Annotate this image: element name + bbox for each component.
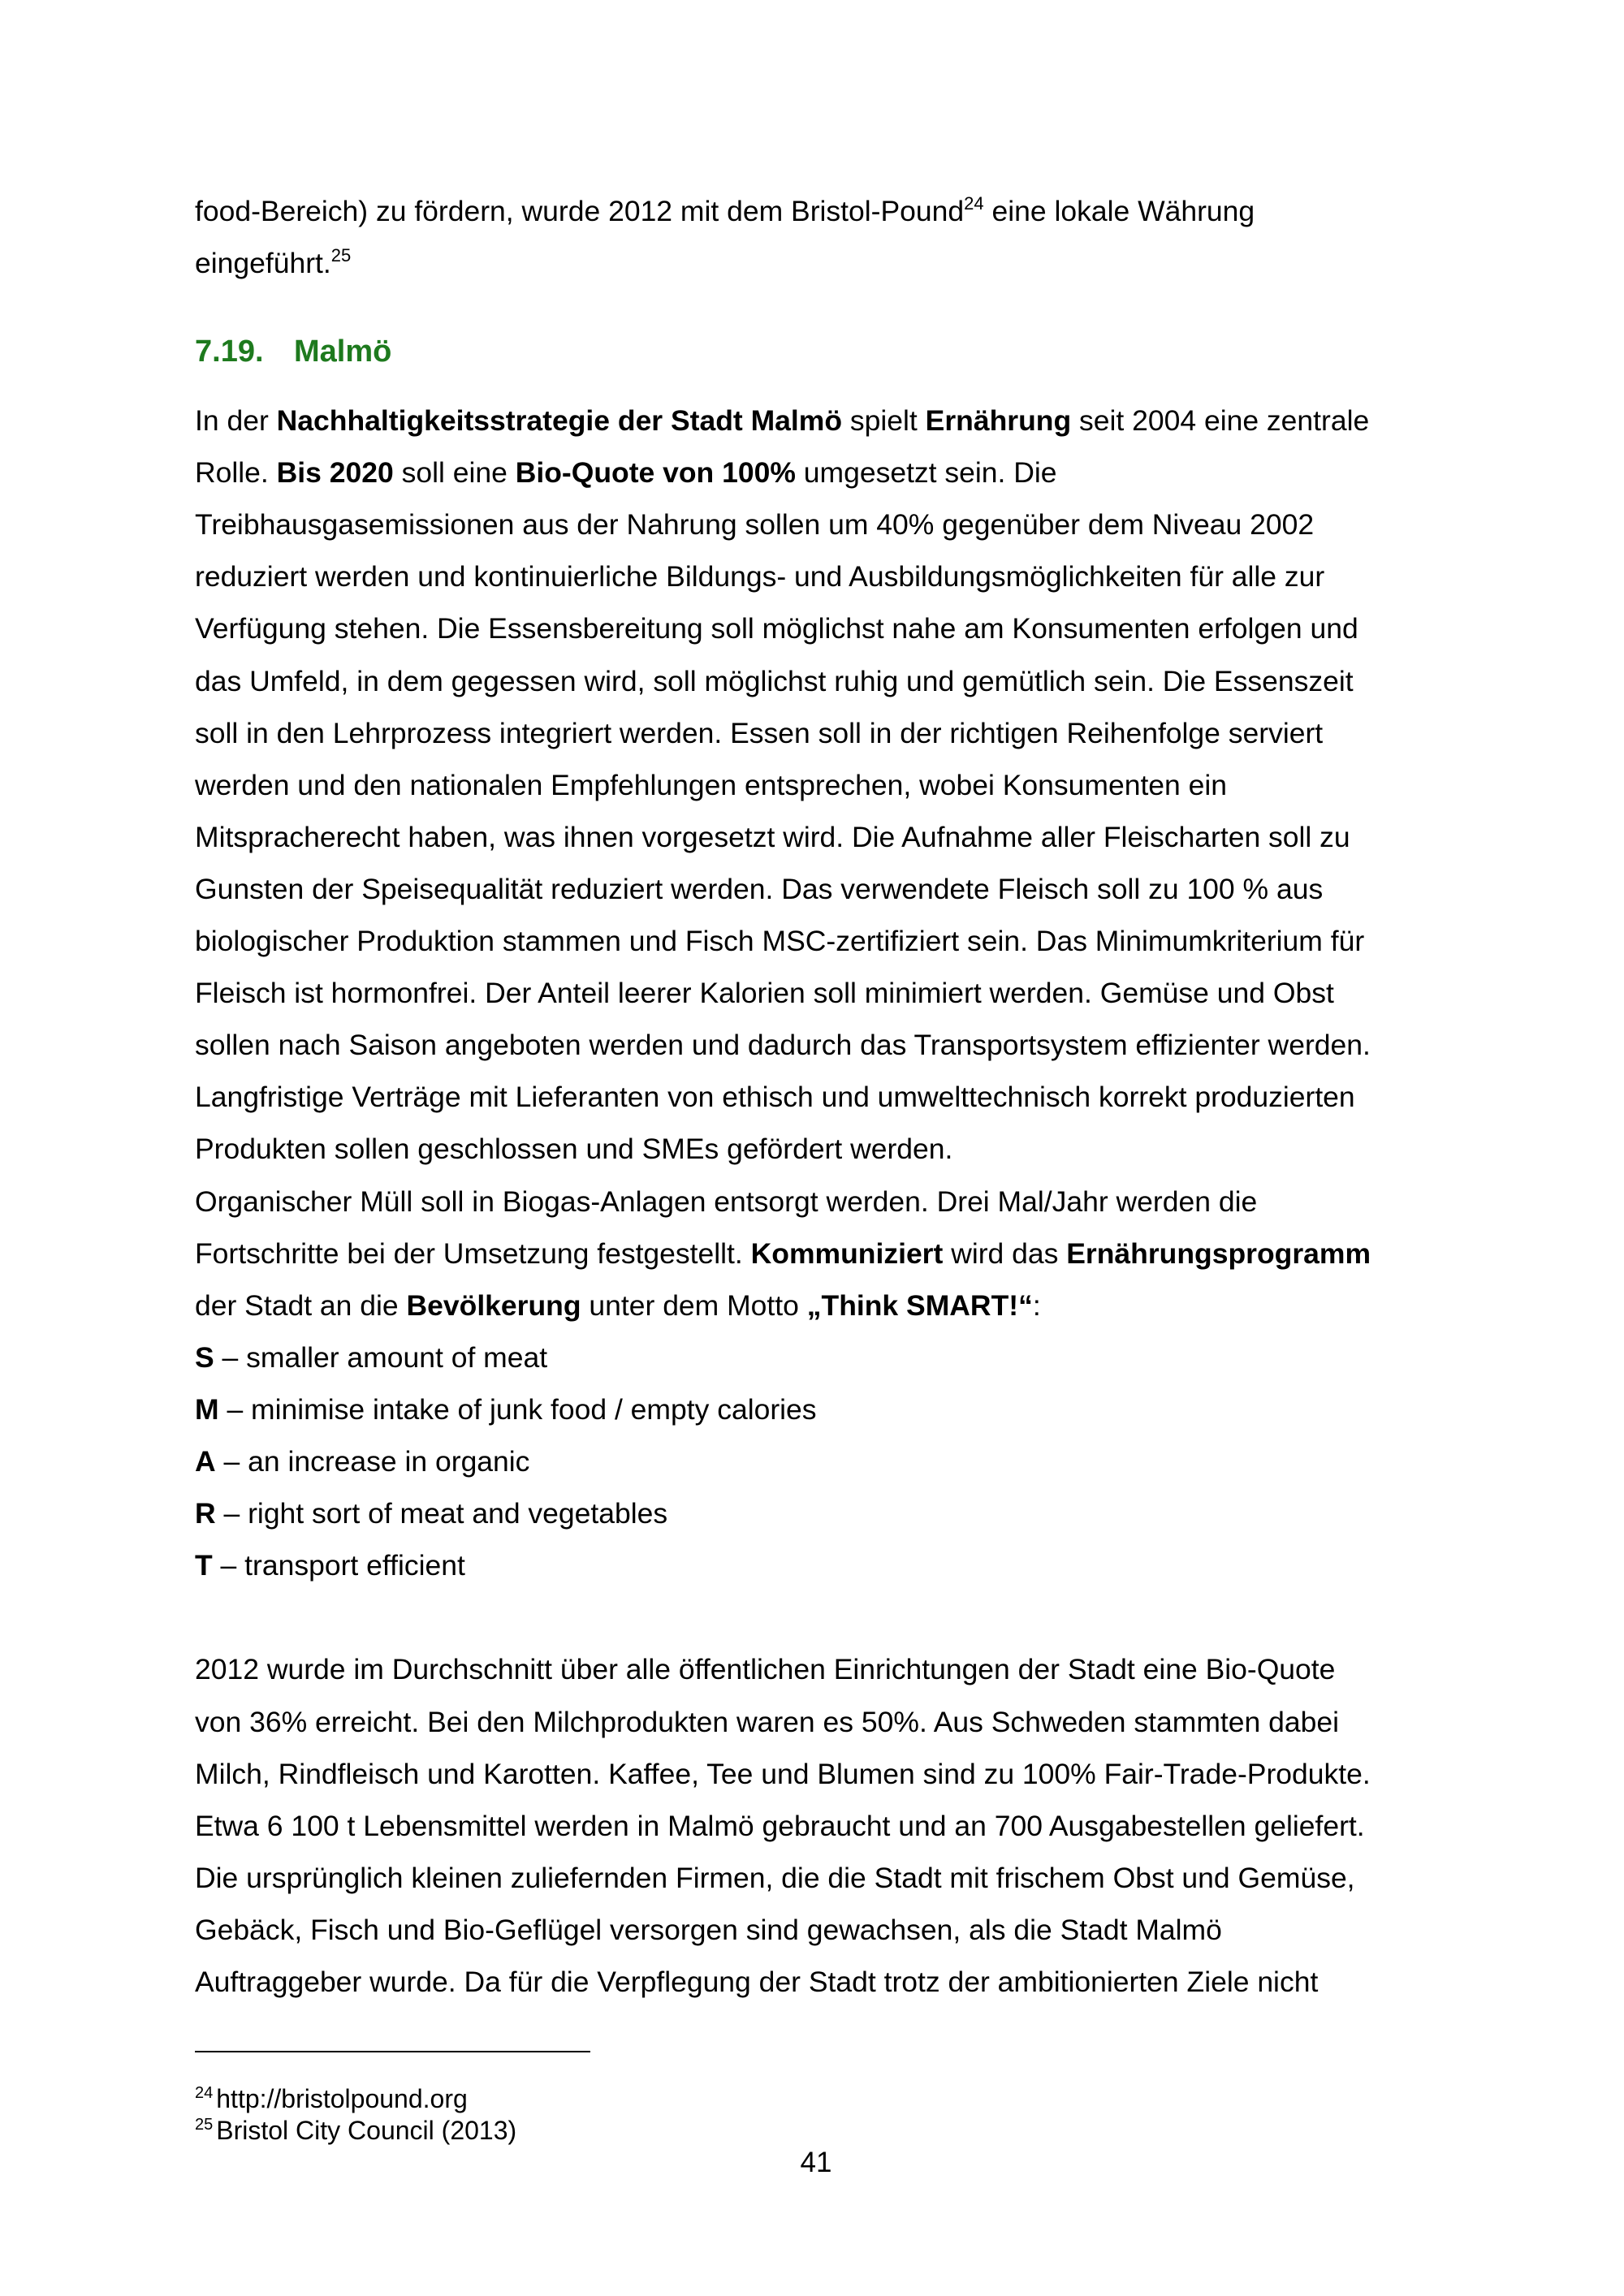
text-segment: – an increase in organic xyxy=(215,1445,530,1478)
bold-text: M xyxy=(195,1393,219,1426)
text-segment: Verfügung stehen. Die Essensbereitung soll möglichst nahe am Konsumenten erfolgen und xyxy=(195,612,1358,645)
bold-text: Ernährungsprogramm xyxy=(1066,1237,1371,1270)
text-segment: reduziert werden und kontinuierliche Bildungs- und Ausbildungsmöglichkeiten für alle zur xyxy=(195,560,1325,593)
text-line xyxy=(195,1539,465,1591)
text-segment: Organischer Müll soll in Biogas-Anlagen entsorgt werden. Drei Mal/Jahr werden die xyxy=(195,1185,1258,1218)
text-line xyxy=(195,1331,547,1383)
text-segment: unter dem Motto xyxy=(581,1289,807,1322)
text-segment: Treibhausgasemissionen aus der Nahrung sollen um 40% gegenüber dem Niveau 2002 xyxy=(195,508,1315,541)
bold-text: „Think SMART!“ xyxy=(806,1289,1033,1322)
text-segment: Rolle. xyxy=(195,456,277,489)
text-segment: umgesetzt sein. Die xyxy=(795,456,1057,489)
text-line xyxy=(195,1956,1318,2008)
text-segment: food-Bereich) zu fördern, wurde 2012 mit dem Bristol-Pound xyxy=(195,195,965,227)
text-segment: Langfristige Verträge mit Lieferanten von ethisch und umwelttechnisch korrekt produzierten xyxy=(195,1081,1355,1113)
text-segment: eingeführt. xyxy=(195,247,331,279)
text-segment: : xyxy=(1032,1289,1041,1322)
text-line xyxy=(195,1696,1339,1748)
text-segment: wird das xyxy=(943,1237,1067,1270)
text-segment: seit 2004 eine zentrale xyxy=(1071,404,1370,437)
footnote-text: http://bristolpound.org xyxy=(216,2084,468,2113)
text-line xyxy=(195,967,1334,1019)
text-segment: soll eine xyxy=(393,456,516,489)
text-line xyxy=(195,447,1057,498)
text-line xyxy=(195,1383,817,1435)
bold-text: Nachhaltigkeitsstrategie der Stadt Malmö xyxy=(276,404,843,437)
footnote-reference: 25 xyxy=(330,245,352,265)
text-segment: Fleisch ist hormonfrei. Der Anteil leerer Kalorien soll minimiert werden. Gemüse und Obst xyxy=(195,977,1334,1009)
footnote-25 xyxy=(195,2115,516,2146)
text-line xyxy=(195,395,1369,447)
text-line xyxy=(195,602,1358,654)
text-segment: spielt xyxy=(842,404,926,437)
bold-text: A xyxy=(195,1445,216,1478)
text-line xyxy=(195,237,351,289)
text-segment: Fortschritte bei der Umsetzung festgestellt. xyxy=(195,1237,751,1270)
text-line xyxy=(195,1280,1041,1331)
text-line xyxy=(195,550,1324,602)
text-segment: In der xyxy=(195,404,277,437)
text-line xyxy=(195,1487,667,1539)
bold-text: T xyxy=(195,1549,213,1582)
text-segment: das Umfeld, in dem gegessen wird, soll möglichst ruhig und gemütlich sein. Die Essenszeit xyxy=(195,665,1354,697)
text-segment: Etwa 6 100 t Lebensmittel werden in Malmö gebraucht und an 700 Ausgabestellen geliefert. xyxy=(195,1810,1365,1842)
text-line xyxy=(195,1123,952,1175)
text-line xyxy=(195,1643,1335,1695)
text-line xyxy=(195,1904,1222,1956)
footnote-divider xyxy=(195,2051,590,2052)
text-segment: biologischer Produktion stammen und Fisch MSC-zertifiziert sein. Das Minimumkriterium für xyxy=(195,925,1365,957)
text-line xyxy=(195,707,1323,759)
footnote-marker: 25 xyxy=(195,2116,214,2134)
text-segment: Produkten sollen geschlossen und SMEs gefördert werden. xyxy=(195,1133,953,1165)
bold-text: Bevölkerung xyxy=(406,1289,581,1322)
footnote-reference: 24 xyxy=(964,193,984,214)
footnote-text: Bristol City Council (2013) xyxy=(216,2116,517,2145)
text-segment: – right sort of meat and vegetables xyxy=(215,1497,668,1530)
bold-text: Bio-Quote von 100% xyxy=(515,456,796,489)
text-line xyxy=(195,1071,1355,1123)
section-title: Malmö xyxy=(294,334,392,369)
text-line xyxy=(195,1852,1355,1904)
text-line xyxy=(195,811,1350,863)
text-segment: 2012 wurde im Durchschnitt über alle öffentlichen Einrichtungen der Stadt eine Bio-Quote xyxy=(195,1653,1336,1685)
footnote-24 xyxy=(195,2083,468,2114)
bold-text: S xyxy=(195,1341,214,1374)
text-segment: Milch, Rindfleisch und Karotten. Kaffee, Tee und Blumen sind zu 100% Fair-Trade-Produkte. xyxy=(195,1758,1371,1790)
section-heading xyxy=(195,326,391,378)
text-line xyxy=(195,1748,1371,1800)
text-segment: eine lokale Währung xyxy=(983,195,1255,227)
bold-text: Ernährung xyxy=(925,404,1072,437)
text-segment: sollen nach Saison angeboten werden und dadurch das Transportsystem effizienter werden. xyxy=(195,1029,1371,1061)
text-line xyxy=(195,1019,1371,1071)
text-line xyxy=(195,759,1227,811)
text-segment: von 36% erreicht. Bei den Milchprodukten waren es 50%. Aus Schweden stammten dabei xyxy=(195,1706,1339,1738)
page-number: 41 xyxy=(800,2147,832,2178)
text-line xyxy=(195,1435,529,1487)
text-line xyxy=(195,1228,1371,1280)
text-segment: – transport efficient xyxy=(212,1549,465,1582)
text-line xyxy=(195,655,1354,707)
bold-text: Kommuniziert xyxy=(750,1237,944,1270)
text-line xyxy=(195,915,1364,967)
footnote-marker: 24 xyxy=(195,2084,214,2102)
text-segment: Die ursprünglich kleinen zuliefernden Firmen, die die Stadt mit frischem Obst und Gemüse, xyxy=(195,1862,1355,1894)
text-line xyxy=(195,185,1255,237)
text-segment: Gunsten der Speisequalität reduziert werden. Das verwendete Fleisch soll zu 100 % aus xyxy=(195,873,1324,905)
text-line xyxy=(195,1800,1365,1852)
section-number: 7.19. xyxy=(195,334,264,369)
text-line xyxy=(195,863,1323,915)
text-segment: Mitspracherecht haben, was ihnen vorgesetzt wird. Die Aufnahme aller Fleischarten soll zu xyxy=(195,821,1350,853)
text-segment: – minimise intake of junk food / empty calories xyxy=(218,1393,817,1426)
text-segment: Gebäck, Fisch und Bio-Geflügel versorgen sind gewachsen, als die Stadt Malmö xyxy=(195,1914,1222,1946)
text-segment: – smaller amount of meat xyxy=(214,1341,548,1374)
bold-text: Bis 2020 xyxy=(276,456,394,489)
text-segment: werden und den nationalen Empfehlungen entsprechen, wobei Konsumenten ein xyxy=(195,769,1228,801)
bold-text: R xyxy=(195,1497,216,1530)
text-segment: Auftraggeber wurde. Da für die Verpflegung der Stadt trotz der ambitionierten Ziele nicht xyxy=(195,1966,1319,1998)
text-line xyxy=(195,1176,1257,1228)
text-line xyxy=(195,498,1314,550)
text-segment: soll in den Lehrprozess integriert werden. Essen soll in der richtigen Reihenfolge serviert xyxy=(195,717,1324,749)
text-segment: der Stadt an die xyxy=(195,1289,407,1322)
